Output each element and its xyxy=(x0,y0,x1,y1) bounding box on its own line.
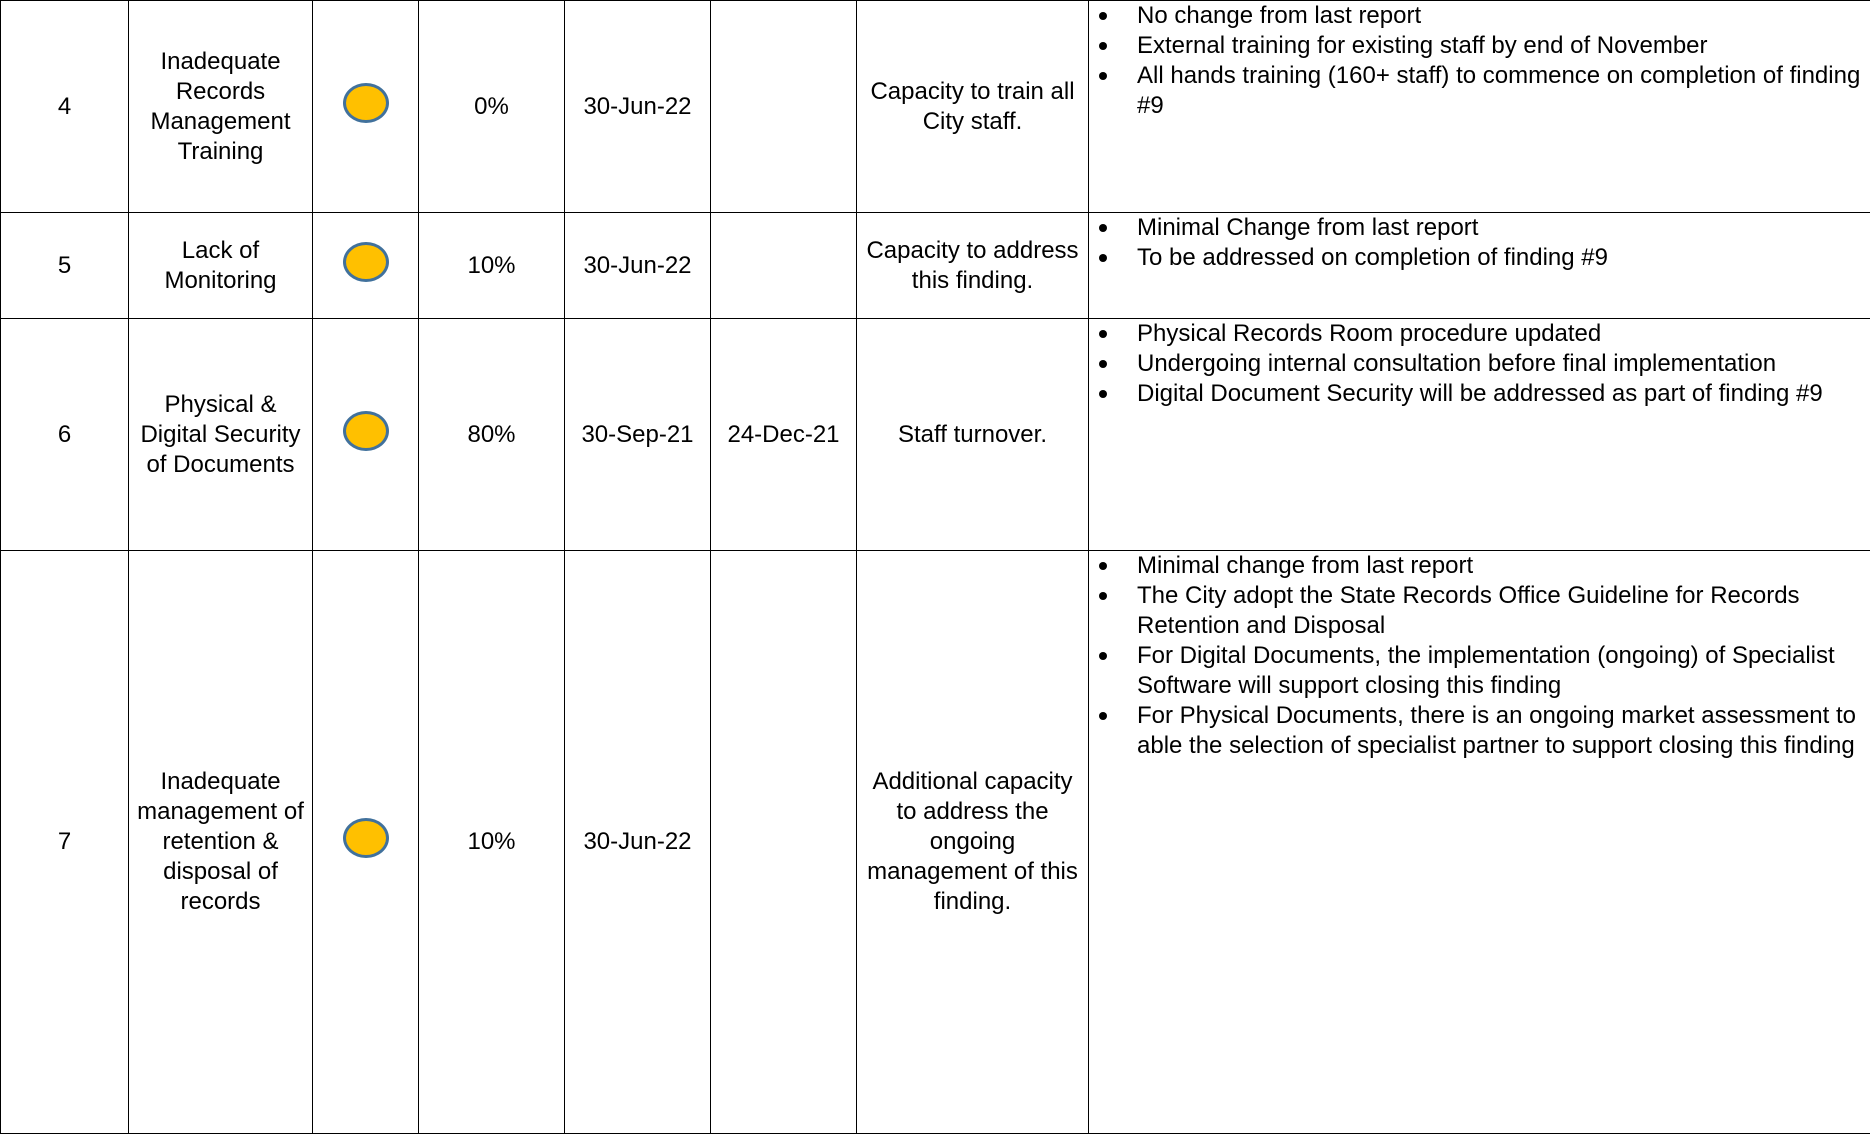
bullet-icon xyxy=(1099,712,1107,720)
comment-item: Minimal Change from last report xyxy=(1089,213,1866,243)
progress-percent: 10% xyxy=(419,213,565,319)
comments-cell xyxy=(1089,551,1870,1134)
comment-item: Minimal change from last report xyxy=(1089,551,1866,581)
bullet-icon xyxy=(1099,254,1107,262)
status-indicator-icon xyxy=(343,83,389,123)
comment-item: For Digital Documents, the implementation (ongoing) of Specialist Software will support closing this finding xyxy=(1089,641,1866,701)
table-row xyxy=(1,319,1870,551)
due-date: 30-Jun-22 xyxy=(565,551,711,1134)
bullet-icon xyxy=(1099,330,1107,338)
table-row xyxy=(1,551,1870,1134)
comment-item: Undergoing internal consultation before final implementation xyxy=(1089,349,1866,379)
progress-percent: 80% xyxy=(419,319,565,551)
comment-item: The City adopt the State Records Office Guideline for Records Retention and Disposal xyxy=(1089,581,1866,641)
finding-number: 7 xyxy=(1,551,129,1134)
status-cell xyxy=(313,1,419,213)
due-date: 30-Jun-22 xyxy=(565,213,711,319)
finding-title: Inadequate Records Management Training xyxy=(129,1,313,213)
bullet-icon xyxy=(1099,390,1107,398)
bullet-icon xyxy=(1099,652,1107,660)
finding-number: 6 xyxy=(1,319,129,551)
comments-cell xyxy=(1089,319,1870,551)
table-row xyxy=(1,213,1870,319)
revised-date: 24-Dec-21 xyxy=(711,319,857,551)
progress-percent: 0% xyxy=(419,1,565,213)
status-cell xyxy=(313,213,419,319)
constraint-text: Capacity to train all City staff. xyxy=(857,1,1089,213)
status-indicator-icon xyxy=(343,242,389,282)
bullet-icon xyxy=(1099,562,1107,570)
comments-list xyxy=(1089,213,1866,273)
status-cell xyxy=(313,551,419,1134)
bullet-icon xyxy=(1099,224,1107,232)
bullet-icon xyxy=(1099,72,1107,80)
constraint-text: Additional capacity to address the ongoing management of this finding. xyxy=(857,551,1089,1134)
comments-cell xyxy=(1089,1,1870,213)
constraint-text: Capacity to address this finding. xyxy=(857,213,1089,319)
comments-cell xyxy=(1089,213,1870,319)
comment-item: To be addressed on completion of finding #9 xyxy=(1089,243,1866,273)
status-indicator-icon xyxy=(343,411,389,451)
comment-item: Digital Document Security will be addressed as part of finding #9 xyxy=(1089,379,1866,409)
bullet-icon xyxy=(1099,12,1107,20)
constraint-text: Staff turnover. xyxy=(857,319,1089,551)
revised-date xyxy=(711,551,857,1134)
finding-title: Lack of Monitoring xyxy=(129,213,313,319)
finding-title: Inadequate management of retention & disposal of records xyxy=(129,551,313,1134)
comments-list xyxy=(1089,1,1866,121)
comment-item: External training for existing staff by end of November xyxy=(1089,31,1866,61)
status-cell xyxy=(313,319,419,551)
revised-date xyxy=(711,1,857,213)
revised-date xyxy=(711,213,857,319)
bullet-icon xyxy=(1099,360,1107,368)
comment-item: For Physical Documents, there is an ongoing market assessment to able the selection of specialist partner to support closing this finding xyxy=(1089,701,1866,761)
finding-number: 5 xyxy=(1,213,129,319)
comment-item: Physical Records Room procedure updated xyxy=(1089,319,1866,349)
finding-number: 4 xyxy=(1,1,129,213)
comments-list xyxy=(1089,319,1866,409)
bullet-icon xyxy=(1099,592,1107,600)
comment-item: No change from last report xyxy=(1089,1,1866,31)
progress-percent: 10% xyxy=(419,551,565,1134)
bullet-icon xyxy=(1099,42,1107,50)
table-row xyxy=(1,1,1870,213)
due-date: 30-Jun-22 xyxy=(565,1,711,213)
comment-item: All hands training (160+ staff) to commence on completion of finding #9 xyxy=(1089,61,1866,121)
status-indicator-icon xyxy=(343,818,389,858)
comments-list xyxy=(1089,551,1866,761)
due-date: 30-Sep-21 xyxy=(565,319,711,551)
finding-title: Physical & Digital Security of Documents xyxy=(129,319,313,551)
